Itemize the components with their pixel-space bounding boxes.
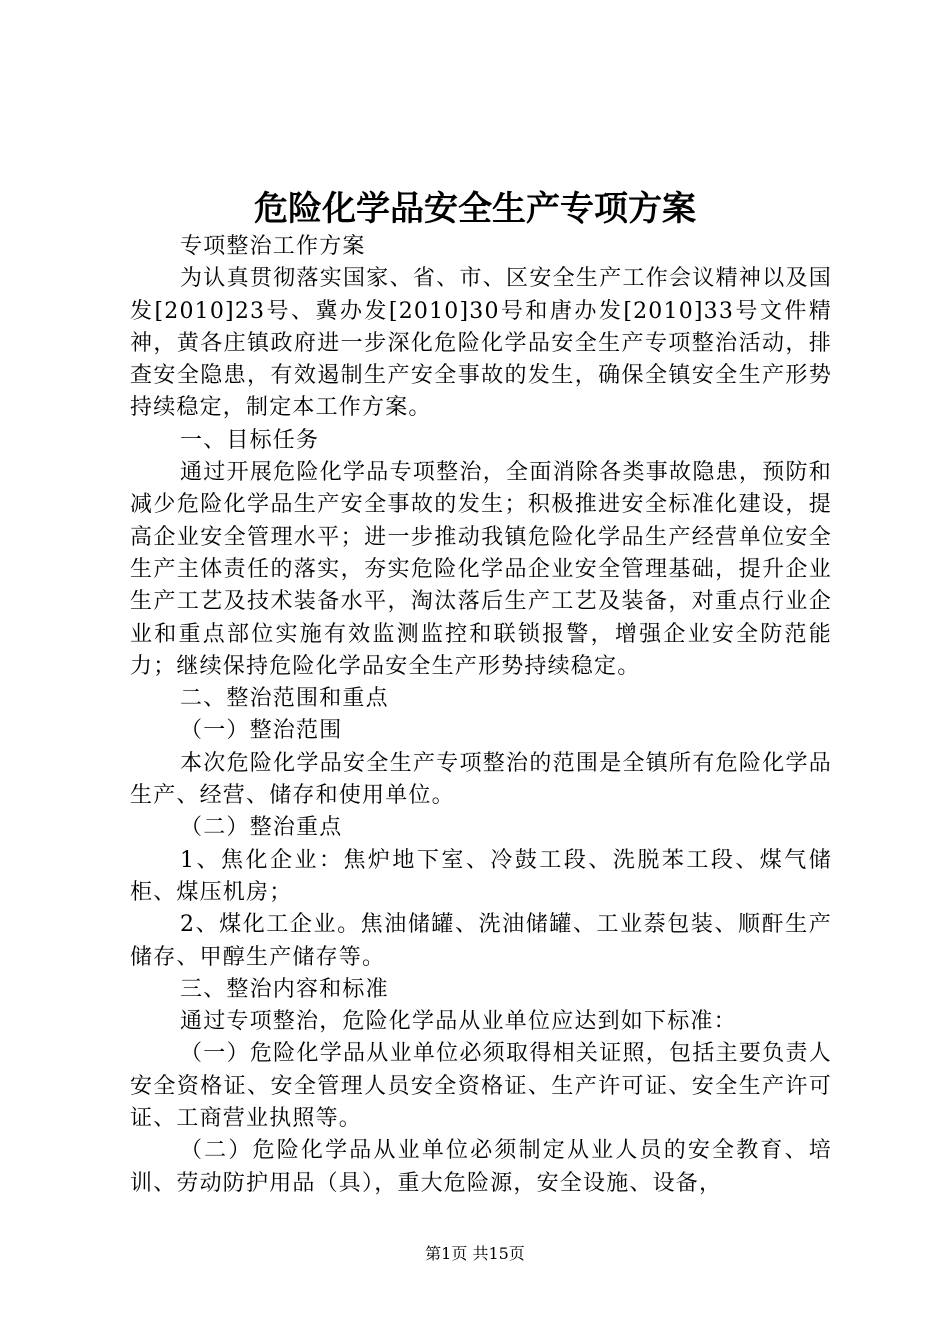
section-heading-standards: 三、整治内容和标准 (180, 976, 389, 1002)
section-heading-scope: 二、整治范围和重点 (180, 686, 389, 712)
paragraph-standard-2: （二）危险化学品从业单位必须制定从业人员的安全教育、培训、劳动防护用品（具），重大危险源，安全设施、设备， (130, 1138, 832, 1196)
section-heading-goals: 一、目标任务 (180, 427, 320, 453)
subheading-focus: （二）整治重点 (180, 815, 343, 841)
paragraph-subtitle: 专项整治工作方案 (180, 234, 366, 259)
paragraph-standards-intro: 通过专项整治，危险化学品从业单位应达到如下标准： (180, 1009, 737, 1035)
list-item-coking: 1、焦化企业：焦炉地下室、冷鼓工段、洗脱苯工段、煤气储柜、煤压机房； (130, 847, 832, 905)
page-footer: 第1页 共15页 (425, 1244, 525, 1263)
paragraph-goals: 通过开展危险化学品专项整治，全面消除各类事故隐患，预防和减少危险化学品生产安全事故的发生；积极推进安全标准化建设，提高企业安全管理水平；进一步推动我镇危险化学品生产经营单位安全生产主体责任的落实，夯实危险化学品企业安全管理基础，提升企业生产工艺及技术装备水平，淘汰落后生产工艺及装备，对重点行业企业和重点部位实施有效监测监控和联锁报警，增强企业安全防范能力；继续保持危险化学品安全生产形势持续稳定。 (130, 460, 832, 679)
list-item-coal-chemical: 2、煤化工企业。焦油储罐、洗油储罐、工业萘包装、顺酐生产储存、甲醇生产储存等。 (130, 912, 832, 970)
paragraph-standard-1: （一）危险化学品从业单位必须取得相关证照，包括主要负责人安全资格证、安全管理人员安全资格证、生产许可证、安全生产许可证、工商营业执照等。 (130, 1041, 832, 1132)
paragraph-scope: 本次危险化学品安全生产专项整治的范围是全镇所有危险化学品生产、经营、储存和使用单位。 (130, 750, 832, 809)
paragraph-intro: 为认真贯彻落实国家、省、市、区安全生产工作会议精神以及国发[2010]23号、冀办发[2010]30号和唐办发[2010]33号文件精神，黄各庄镇政府进一步深化危险化学品安全生产专项整治活动，排查安全隐患，有效遏制生产安全事故的发生，确保全镇安全生产形势持续稳定，制定本工作方案。 (130, 266, 832, 421)
document-title: 危险化学品安全生产专项方案 (254, 189, 696, 229)
subheading-scope: （一）整治范围 (180, 718, 343, 744)
document-body (130, 231, 832, 1200)
